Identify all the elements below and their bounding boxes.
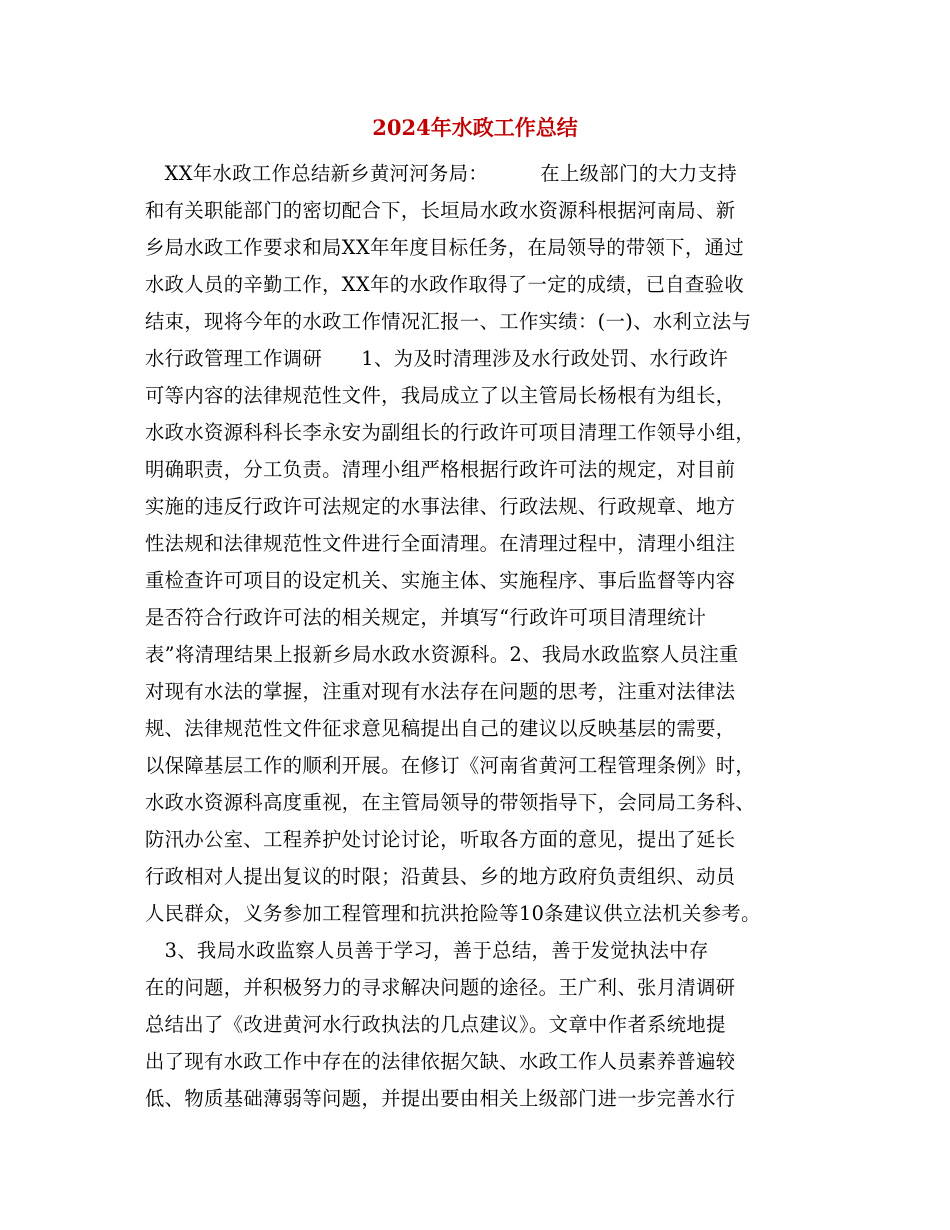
paragraph-line: 结束，现将今年的水政工作情况汇报一、工作实绩：(一)、水利立法与 xyxy=(145,310,752,333)
paragraph-line: 总结出了《改进黄河水行政执法的几点建议》。文章中作者系统地提 xyxy=(145,1013,726,1036)
paragraph-line: 人民群众，义务参加工程管理和抗洪抢险等10条建议供立法机关参考。 xyxy=(145,902,761,925)
paragraph-line: 明确职责，分工负责。清理小组严格根据行政许可法的规定，对目前 xyxy=(145,458,736,481)
paragraph-line: 水政人员的辛勤工作，XX年的水政作取得了一定的成绩，已自查验收 xyxy=(145,273,745,296)
paragraph-line: 实施的违反行政许可法规定的水事法律、行政法规、行政规章、地方 xyxy=(145,495,736,518)
paragraph-line: 性法规和法律规范性文件进行全面清理。在清理过程中，清理小组注 xyxy=(145,532,736,555)
paragraph-line: 行政相对人提出复议的时限；沿黄县、乡的地方政府负责组织、动员 xyxy=(145,865,736,888)
paragraph-line: 乡局水政工作要求和局XX年年度目标任务，在局领导的带领下，通过 xyxy=(145,236,745,259)
paragraph-line: 水行政管理工作调研 1、为及时清理涉及水行政处罚、水行政许 xyxy=(145,347,729,370)
paragraph-line: 在的问题，并积极努力的寻求解决问题的途径。王广利、张月清调研 xyxy=(145,976,736,999)
paragraph-line: 对现有水法的掌握，注重对现有水法存在问题的思考，注重对法律法 xyxy=(145,680,736,703)
paragraph-line: 以保障基层工作的顺利开展。在修订《河南省黄河工程管理条例》时， xyxy=(145,754,756,777)
paragraph-line: 水政水资源科科长李永安为副组长的行政许可项目清理工作领导小组， xyxy=(145,421,756,444)
paragraph-line: 重检查许可项目的设定机关、实施主体、实施程序、事后监督等内容 xyxy=(145,569,736,592)
paragraph-line: 出了现有水政工作中存在的法律依据欠缺、水政工作人员素养普遍较 xyxy=(145,1050,736,1073)
document-title: 2024年水政工作总结 xyxy=(372,115,578,140)
paragraph-line: 是否符合行政许可法的相关规定，并填写“行政许可项目清理统计 xyxy=(145,606,707,629)
paragraph-line: 表”将清理结果上报新乡局水政水资源科。2、我局水政监察人员注重 xyxy=(145,643,739,666)
paragraph-line: 可等内容的法律规范性文件，我局成立了以主管局长杨根有为组长， xyxy=(145,384,736,407)
paragraph-line: 和有关职能部门的密切配合下，长垣局水政水资源科根据河南局、新 xyxy=(145,199,736,222)
paragraph-line: 3、我局水政监察人员善于学习，善于总结，善于发觉执法中存 xyxy=(145,939,709,962)
paragraph-line: 低、物质基础薄弱等问题，并提出要由相关上级部门进一步完善水行 xyxy=(145,1087,736,1110)
paragraph-line: 水政水资源科高度重视，在主管局领导的带领指导下，会同局工务科、 xyxy=(145,791,756,814)
paragraph-line: 防汛办公室、工程养护处讨论讨论，听取各方面的意见，提出了延长 xyxy=(145,828,736,851)
paragraph-line: XX年水政工作总结新乡黄河河务局： 在上级部门的大力支持 xyxy=(145,162,738,185)
paragraph-line: 规、法律规范性文件征求意见稿提出自己的建议以反映基层的需要， xyxy=(145,717,736,740)
